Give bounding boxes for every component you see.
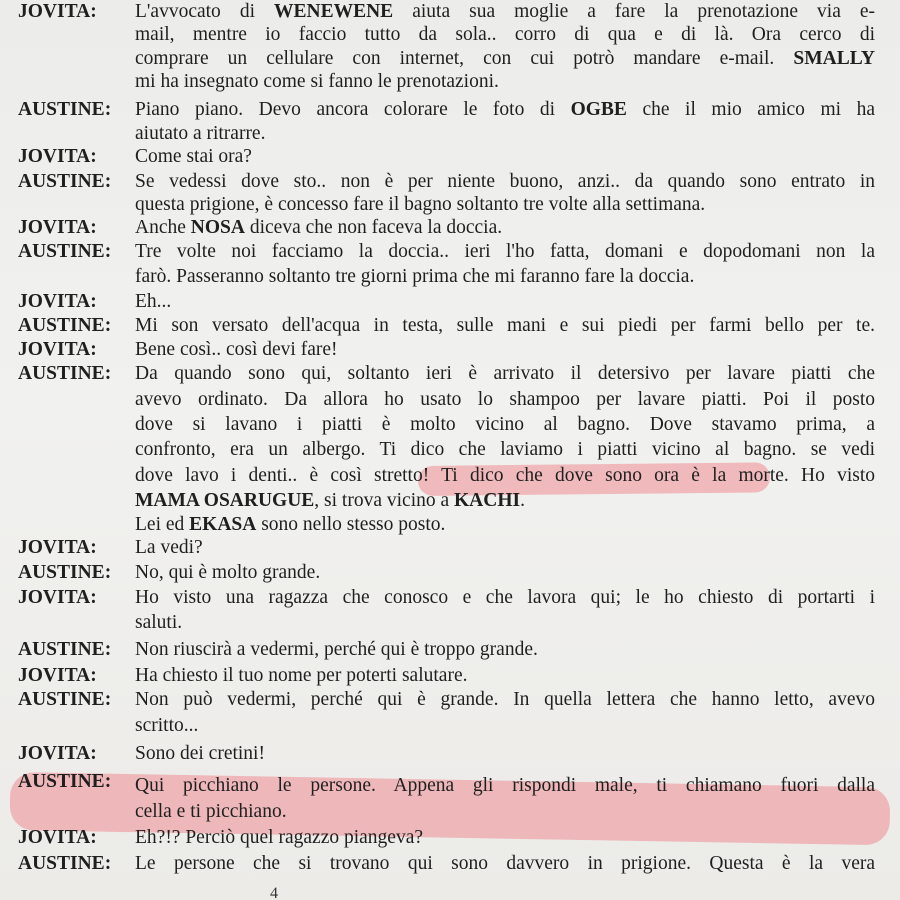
speaker-label: AUSTINE: — [18, 562, 112, 583]
dialogue-line: scritto... — [135, 715, 199, 736]
speaker-label: AUSTINE: — [18, 241, 112, 262]
speaker-label: AUSTINE: — [18, 315, 112, 336]
dialogue-line: Tre volte noi facciamo la doccia.. ieri l'ho fatta, domani e dopodomani non la — [135, 241, 875, 262]
dialogue-line: Qui picchiano le persone. Appena gli rispondi male, ti chiamano fuori dalla — [135, 775, 875, 796]
dialogue-line: Come stai ora? — [135, 146, 252, 167]
dialogue-line: L'avvocato di WENEWENE aiuta sua moglie a fare la prenotazione via e- — [135, 1, 875, 22]
dialogue-line: Eh... — [135, 291, 172, 312]
dialogue-line: comprare un cellulare con internet, con cui potrò mandare e-mail. SMALLY — [135, 48, 875, 69]
speaker-label: JOVITA: — [18, 587, 97, 608]
dialogue-line: Non può vedermi, perché qui è grande. In quella lettera che hanno letto, avevo — [135, 689, 875, 710]
dialogue-line: mi ha insegnato come si fanno le prenotazioni. — [135, 71, 499, 92]
dialogue-line: Ho visto una ragazza che conosco e che lavora qui; le ho chiesto di portarti i — [135, 587, 875, 608]
dialogue-line: Non riuscirà a vedermi, perché qui è troppo grande. — [135, 639, 538, 660]
dialogue-line: Mi son versato dell'acqua in testa, sulle mani e sui piedi per farmi bello per te. — [135, 315, 875, 336]
speaker-label: AUSTINE: — [18, 689, 112, 710]
dialogue-line: No, qui è molto grande. — [135, 562, 321, 583]
speaker-label: JOVITA: — [18, 291, 97, 312]
speaker-label: AUSTINE: — [18, 363, 112, 384]
speaker-label: JOVITA: — [18, 665, 97, 686]
dialogue-line: Lei ed EKASA sono nello stesso posto. — [135, 514, 446, 535]
dialogue-line: Le persone che si trovano qui sono davvero in prigione. Questa è la vera — [135, 853, 875, 874]
speaker-label: AUSTINE: — [18, 853, 112, 874]
dialogue-line: MAMA OSARUGUE, si trova vicino a KACHI. — [135, 490, 525, 511]
dialogue-line: confronto, era un albergo. Ti dico che laviamo i piatti vicino al bagno. se vedi — [135, 439, 875, 460]
speaker-label: JOVITA: — [18, 217, 97, 238]
dialogue-line: questa prigione, è concesso fare il bagno soltanto tre volte alla settimana. — [135, 194, 706, 215]
speaker-label: JOVITA: — [18, 743, 97, 764]
speaker-label: AUSTINE: — [18, 639, 112, 660]
dialogue-line: dove si lavano i piatti è molto vicino al bagno. Dove stavamo prima, a — [135, 414, 875, 435]
dialogue-line: farò. Passeranno soltanto tre giorni prima che mi faranno fare la doccia. — [135, 266, 695, 287]
dialogue-line: Eh?!? Perciò quel ragazzo piangeva? — [135, 827, 424, 848]
dialogue-line: Ha chiesto il tuo nome per poterti salutare. — [135, 665, 468, 686]
page-mark: 4 — [270, 885, 278, 900]
dialogue-line: mail, mentre io faccio tutto da sola.. corro di qua e di là. Ora cerco di — [135, 24, 875, 45]
dialogue-line: saluti. — [135, 612, 183, 633]
dialogue-line: Da quando sono qui, soltanto ieri è arrivato il detersivo per lavare piatti che — [135, 363, 875, 384]
speaker-label: AUSTINE: — [18, 771, 112, 792]
speaker-label: AUSTINE: — [18, 99, 112, 120]
speaker-label: JOVITA: — [18, 339, 97, 360]
speaker-label: AUSTINE: — [18, 171, 112, 192]
dialogue-line: La vedi? — [135, 537, 203, 558]
speaker-label: JOVITA: — [18, 1, 97, 22]
speaker-label: JOVITA: — [18, 537, 97, 558]
dialogue-line: cella e ti picchiano. — [135, 801, 287, 822]
dialogue-line: dove lavo i denti.. è così stretto! Ti dico che dove sono ora è la morte. Ho visto — [135, 465, 875, 486]
dialogue-line: Piano piano. Devo ancora colorare le foto di OGBE che il mio amico mi ha — [135, 99, 875, 120]
dialogue-line: Sono dei cretini! — [135, 743, 265, 764]
dialogue-line: aiutato a ritrarre. — [135, 123, 266, 144]
dialogue-line: Se vedessi dove sto.. non è per niente buono, anzi.. da quando sono entrato in — [135, 171, 875, 192]
speaker-label: JOVITA: — [18, 146, 97, 167]
speaker-label: JOVITA: — [18, 827, 97, 848]
dialogue-line: Anche NOSA diceva che non faceva la doccia. — [135, 217, 503, 238]
dialogue-line: avevo ordinato. Da allora ho usato lo shampoo per lavare piatti. Poi il posto — [135, 389, 875, 410]
dialogue-line: Bene così.. così devi fare! — [135, 339, 338, 360]
